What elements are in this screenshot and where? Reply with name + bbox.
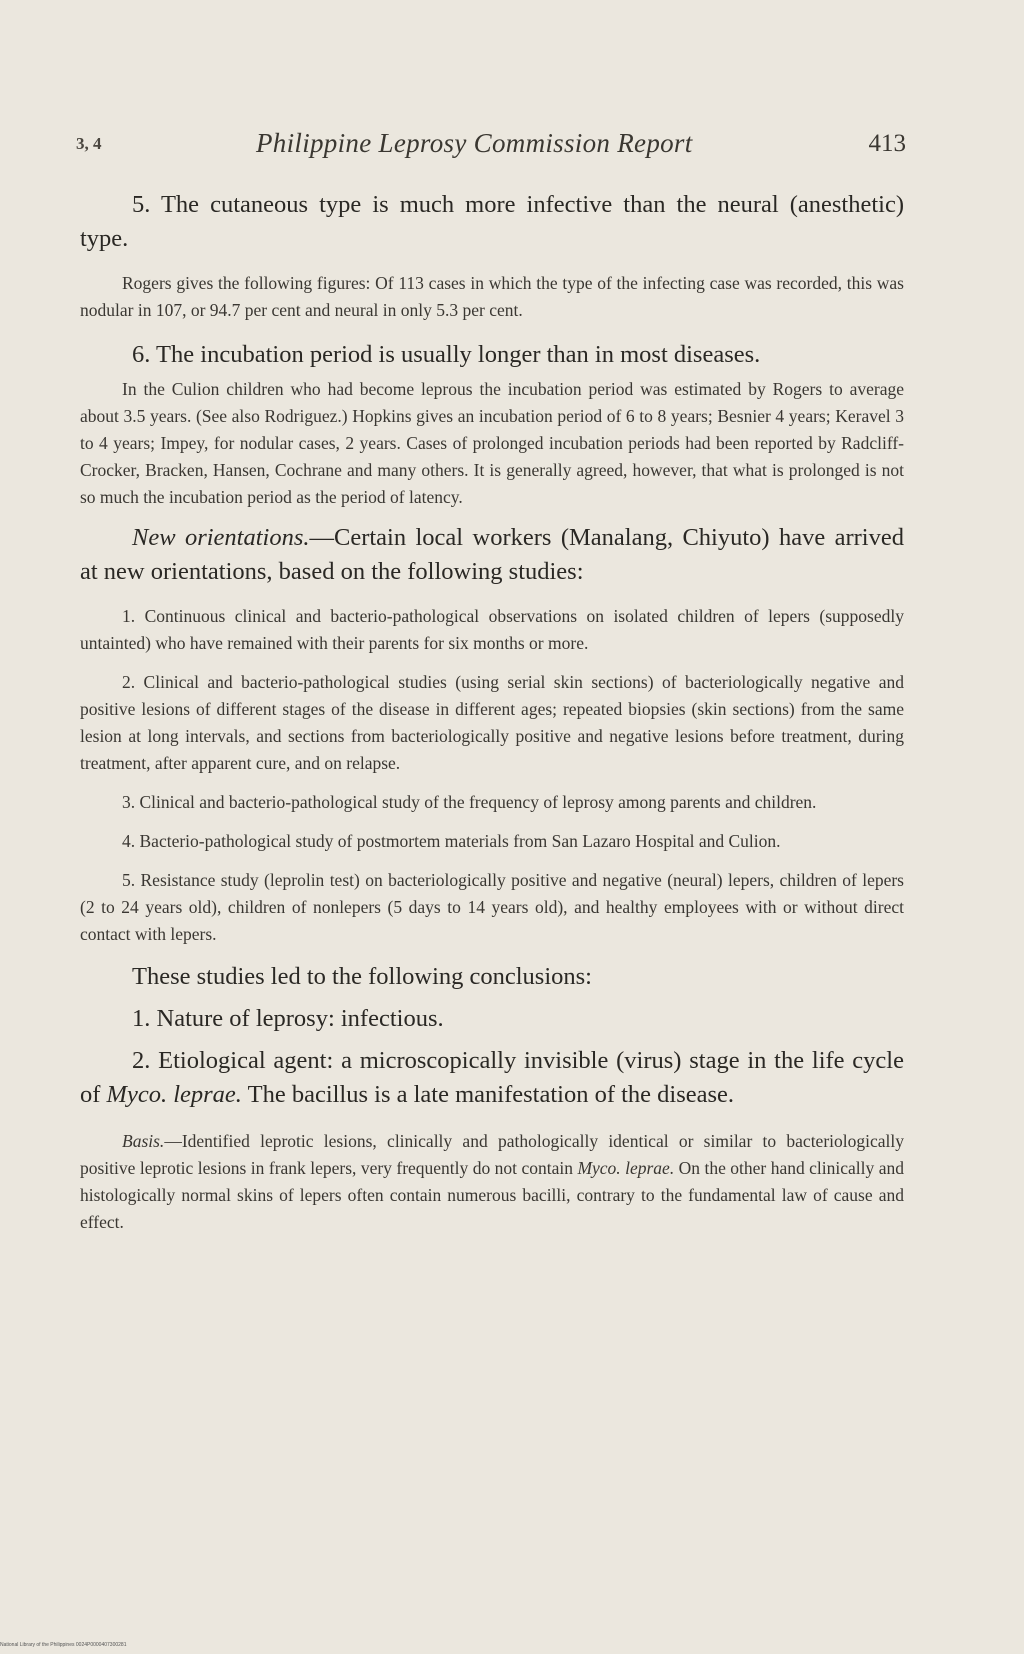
conclusions-intro: These studies led to the following conclusions: xyxy=(132,963,592,990)
archive-stamp: National Library of the Philippines 0024P0000407300281 xyxy=(0,1642,127,1648)
finding-6-body: In the Culion children who had become leprous the incubation period was estimated by Rogers to average about 3.5 years. (See also Rodriguez.) Hopkins gives an incubation period of 6 to 8 years; Besnier 4 years; Keravel 3 to 4 years; Impey, for nodular cases, 2 years. Cases of prolonged incubation periods had been reported by Radcliff-Crocker, Bracken, Hansen, Cochrane and many others. It is generally agreed, however, that what is prolonged is not so much the incubation period as the period of latency. xyxy=(80,379,904,507)
conclusion-2-part-a: 2. Etiological agent: a microscopically invisible (virus) stage in the life cycle of xyxy=(80,1047,904,1108)
study-5: 5. Resistance study (leprolin test) on bacteriologically positive and negative (neural) lepers, children of lepers (2 to 24 years old), children of nonlepers (5 days to 14 years old), and healthy employees with or without direct contact with lepers. xyxy=(80,870,904,944)
study-2: 2. Clinical and bacterio-pathological studies (using serial skin sections) of bacteriologically negative and positive lesions of different stages of the disease in different ages; repeated biopsies (skin sections) from the same lesion at long intervals, and sections from bacteriologically positive and negative lesions before treatment, during treatment, after apparent cure, and on relapse. xyxy=(80,672,904,773)
new-orientations-lead: New orientations. xyxy=(132,524,310,551)
new-orientations-paragraph xyxy=(80,521,904,589)
study-4: 4. Bacterio-pathological study of postmortem materials from San Lazaro Hospital and Culion. xyxy=(122,831,781,851)
body-text xyxy=(80,188,904,1236)
new-orientations-text: —Certain local workers (Manalang, Chiyuto) have arrived at new orientations, based on the following studies: xyxy=(80,524,904,585)
conclusion-2 xyxy=(80,1044,904,1112)
study-1: 1. Continuous clinical and bacterio-pathological observations on isolated children of lepers (supposedly untainted) who have remained with their parents for six months or more. xyxy=(80,606,904,653)
study-3: 3. Clinical and bacterio-pathological study of the frequency of leprosy among parents and children. xyxy=(122,792,817,812)
running-title: Philippine Leprosy Commission Report xyxy=(256,128,693,158)
finding-6-heading: 6. The incubation period is usually longer than in most diseases. xyxy=(132,341,761,368)
basis-part-a: —Identified leprotic lesions, clinically and pathologically identical or similar to bacteriologically positive leprotic lesions in frank lepers, very frequently do not contain xyxy=(80,1131,904,1178)
page-number: 413 xyxy=(868,130,906,157)
finding-5-body: Rogers gives the following figures: Of 113 cases in which the type of the infecting case was recorded, this was nodular in 107, or 94.7 per cent and neural in only 5.3 per cent. xyxy=(80,273,904,320)
basis-lead: Basis. xyxy=(122,1131,165,1151)
finding-5-heading: 5. The cutaneous type is much more infective than the neural (anesthetic) type. xyxy=(80,191,904,252)
volume-number: 3, 4 xyxy=(76,134,102,153)
basis-paragraph xyxy=(80,1128,904,1236)
basis-organism: Myco. leprae. xyxy=(577,1158,675,1178)
conclusion-2-organism: Myco. leprae. xyxy=(106,1081,242,1108)
running-header xyxy=(76,128,906,164)
conclusion-2-part-b: The bacillus is a late manifestation of the disease. xyxy=(241,1081,735,1108)
conclusion-1: 1. Nature of leprosy: infectious. xyxy=(132,1005,444,1032)
basis-part-b: On the other hand clinically and histologically normal skins of lepers often contain numerous bacilli, contrary to the fundamental law of cause and effect. xyxy=(80,1158,904,1232)
